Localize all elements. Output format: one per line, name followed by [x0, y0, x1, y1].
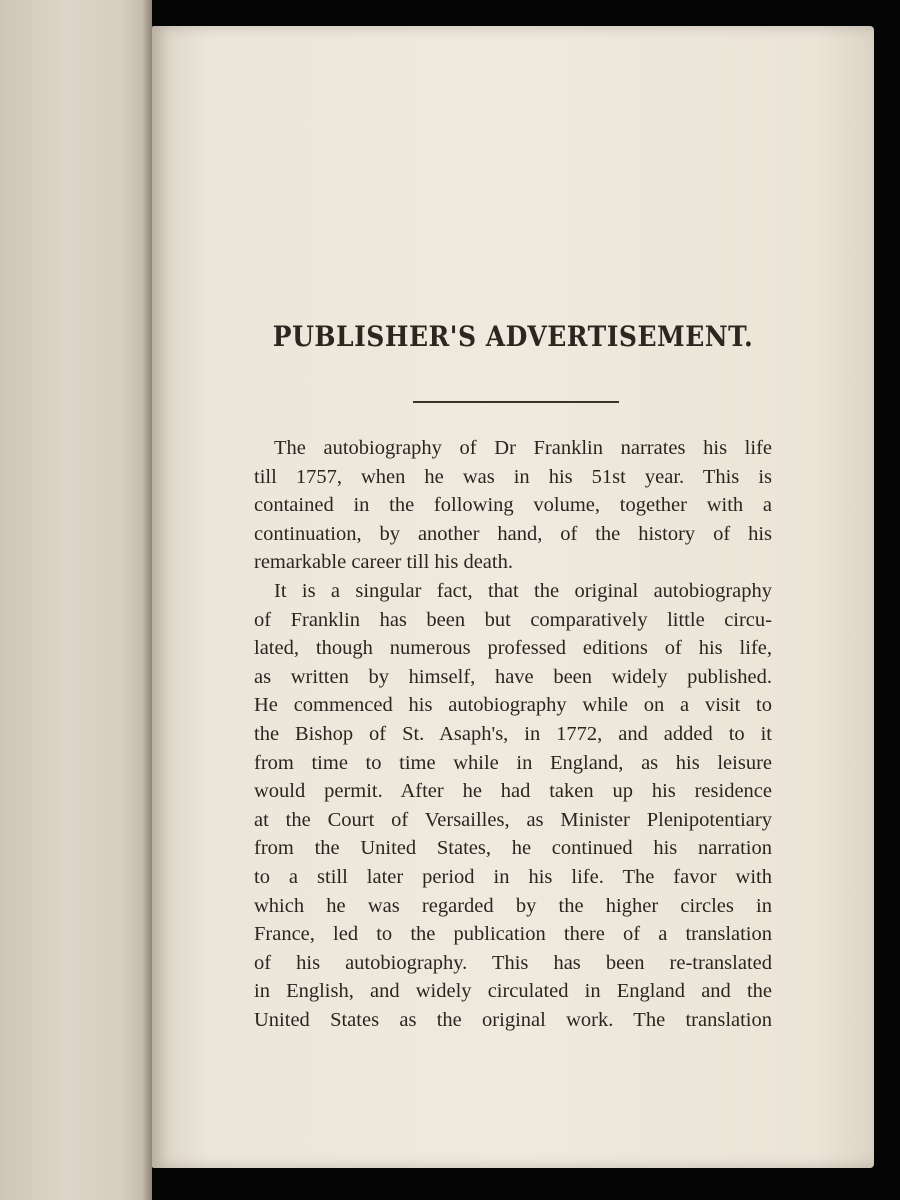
text-line: remarkable career till his death. [254, 551, 513, 574]
page-heading: PUBLISHER'S ADVERTISEMENT. [272, 320, 754, 353]
text-line: at the Court of Versailles, as Minister Plenipotentiary [254, 808, 772, 831]
text-line: of his autobiography. This has been re-translated [254, 951, 772, 974]
text-line: It is a singular fact, that the original autobiography [274, 579, 772, 602]
text-line: in English, and widely circulated in England and the [254, 980, 772, 1003]
text-line: lated, though numerous professed editions of his life, [254, 637, 772, 660]
text-line: continuation, by another hand, of the history of his [254, 522, 772, 545]
text-line: to a still later period in his life. The favor with [254, 865, 772, 888]
text-line: He commenced his autobiography while on a visit to [254, 694, 772, 717]
text-line: France, led to the publication there of a translation [254, 923, 772, 946]
left-page [0, 0, 152, 1200]
text-line: which he was regarded by the higher circles in [254, 894, 772, 917]
text-line: contained in the following volume, together with a [254, 494, 772, 517]
text-line: of Franklin has been but comparatively little circu- [254, 608, 772, 631]
text-line: The autobiography of Dr Franklin narrates his life [274, 437, 772, 459]
text-line: United States as the original work. The translation [254, 1008, 772, 1031]
text-line: as written by himself, have been widely published. [254, 665, 772, 688]
text-line: from time to time while in England, as his leisure [254, 751, 772, 774]
text-line: the Bishop of St. Asaph's, in 1772, and added to it [254, 722, 772, 745]
body-text [254, 434, 772, 1034]
text-line: from the United States, he continued his narration [254, 837, 772, 860]
heading-rule [413, 401, 619, 403]
text-line: would permit. After he had taken up his residence [254, 780, 772, 803]
text-line: till 1757, when he was in his 51st year. This is [254, 465, 772, 488]
